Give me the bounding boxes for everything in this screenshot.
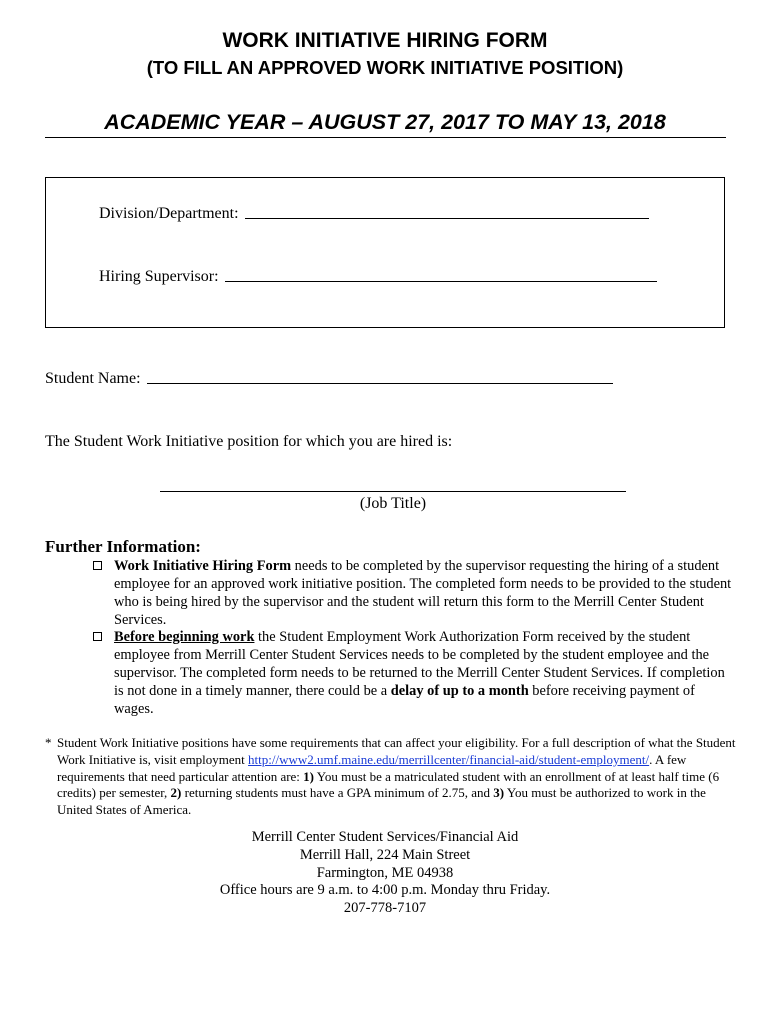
note-text: You must be authorized to work in the United States of America. [57, 785, 706, 818]
note-text: . A few requirements that need particular attention are: [57, 751, 687, 784]
office-phone: 207-778-7107 [343, 900, 427, 917]
delay-warning: delay of up to a month [390, 683, 529, 699]
checkbox-icon [93, 561, 102, 570]
department-info-box [45, 177, 725, 328]
note-text: You must be a matriculated student with an enrollment of at least half time (6 credits) per semester, [57, 768, 720, 801]
student-name-label: Student Name: [45, 370, 141, 387]
division-department-input-line[interactable] [245, 217, 649, 219]
student-name-input-line[interactable] [147, 382, 613, 384]
hiring-supervisor-label: Hiring Supervisor: [99, 268, 219, 285]
requirement-number: 1) [303, 768, 315, 784]
requirement-number: 2) [170, 785, 182, 801]
office-city: Farmington, ME 04938 [316, 864, 454, 881]
checkbox-icon [93, 632, 102, 641]
contact-block [0, 829, 770, 918]
student-name-field [45, 370, 613, 388]
form-title: WORK INITIATIVE HIRING FORM [222, 29, 548, 52]
bullet-bold-text: Before beginning work [114, 629, 255, 645]
requirement-number: 3) [493, 785, 505, 801]
bullet-text: needs to be completed by the supervisor requesting the hiring of a student employee for an approved work initiative position. The completed form needs to be provided to the student who is being hired by the supervisor and the student will return this form to the Merrill Center Student Services. [114, 558, 732, 628]
position-statement: The Student Work Initiative position for which you are hired is: [45, 433, 453, 450]
office-address: Merrill Hall, 224 Main Street [299, 846, 471, 863]
further-information-heading: Further Information: [45, 537, 201, 556]
bullet-bold-text: Work Initiative Hiring Form [114, 558, 292, 574]
office-hours: Office hours are 9 a.m. to 4:00 p.m. Monday thru Friday. [219, 882, 551, 899]
bullet-text-end: before receiving payment of wages. [114, 683, 695, 717]
job-title-label: (Job Title) [359, 495, 427, 512]
hiring-supervisor-field [99, 268, 657, 286]
division-department-field [99, 205, 649, 223]
form-subtitle: (TO FILL AN APPROVED WORK INITIATIVE POSITION) [146, 57, 624, 78]
bullet-text: the Student Employment Work Authorization Form received by the student employee from Merrill Center Student Services needs to be completed by the student employee and the supervisor. The completed form needs to be returned to the Merrill Center Student Services. If completion is not done in a timely manner, there could be a [114, 629, 725, 699]
office-name: Merrill Center Student Services/Financial Aid [251, 829, 519, 845]
academic-year-heading: ACADEMIC YEAR – AUGUST 27, 2017 TO MAY 13, 2018 [104, 110, 666, 134]
employment-link[interactable]: http://www2.umf.maine.edu/merrillcenter/financial-aid/student-employment/ [248, 751, 650, 767]
division-department-label: Division/Department: [99, 205, 239, 222]
note-text: Student Work Initiative positions have some requirements that can affect your eligibility. For a full description of what the Student Work Initiative is, visit employment [57, 735, 736, 767]
heading-underline [45, 137, 726, 138]
note-text: returning students must have a GPA minimum of 2.75, and [181, 785, 494, 801]
job-title-input-line[interactable] [160, 491, 626, 492]
hiring-supervisor-input-line[interactable] [225, 280, 657, 282]
asterisk: * [45, 735, 52, 750]
